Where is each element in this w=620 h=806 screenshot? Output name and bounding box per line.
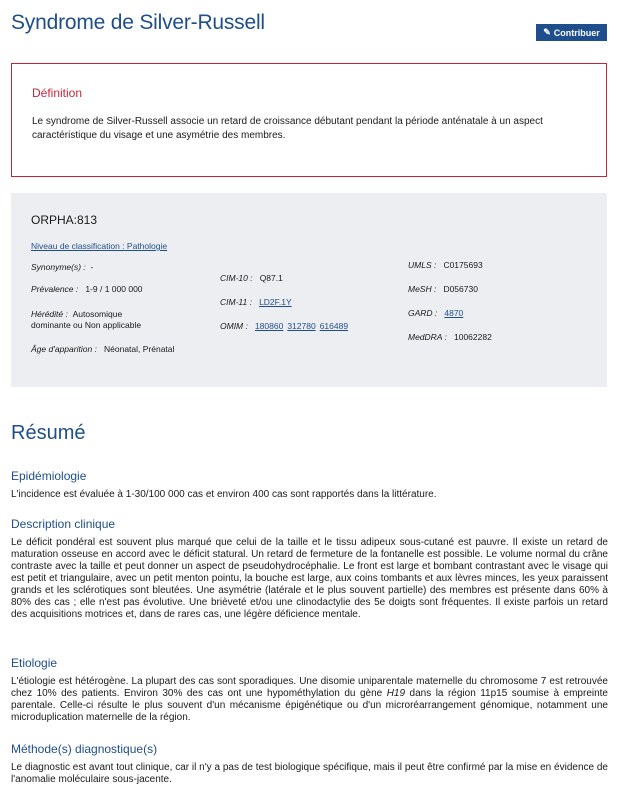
gard-label: GARD :: [408, 308, 438, 318]
etiologie-section: [11, 656, 608, 724]
heredite-value-2: dominante ou Non applicable: [31, 320, 142, 330]
epidemiologie-section: [11, 469, 608, 501]
methode-text: Le diagnostic est avant tout clinique, car il n'y a pas de test biologique spécifique, mais il peut être confirmé par la mise en évidence de l'anomalie moléculaire sous-jacente.: [11, 762, 608, 785]
mesh-label: MeSH :: [408, 284, 437, 294]
omim-label: OMIM :: [220, 321, 248, 331]
epidemiologie-text: L'incidence est évaluée à 1-30/100 000 cas et environ 400 cas sont rapportés dans la littérature.: [11, 489, 437, 500]
gard-field: [408, 308, 467, 319]
etiologie-text: [11, 676, 608, 724]
gene-name: H19: [386, 688, 406, 699]
mesh-value: D056730: [443, 284, 478, 294]
resume-title: Résumé: [11, 422, 86, 444]
definition-text: Le syndrome de Silver-Russell associe un retard de croissance débutant pendant la période anténatale à un aspect caractéristique du visage et une asymétrie des membres.: [32, 116, 543, 141]
meddra-field: [408, 332, 492, 343]
etiologie-title: Etiologie: [11, 656, 58, 670]
meddra-label: MedDRA :: [408, 332, 447, 342]
info-box: [11, 193, 607, 387]
prevalence-label: Prévalence :: [31, 284, 79, 294]
cim11-field: [220, 297, 296, 308]
cim11-link[interactable]: LD2F.1Y: [259, 297, 292, 307]
umls-field: [408, 260, 483, 271]
omim-field: [220, 321, 352, 332]
description-text: Le déficit pondéral est souvent plus marqué que celui de la taille et le tissu adipeux sous-cutané est pauvre. Il existe un retard de maturation osseuse en accord avec le déficit statural. Un retard de fermeture de la fontanelle est possible. Le volume normal du crâne contraste avec la taille et peut donner un aspect de pseudohydrocéphalie. Le front est large et bombant contrastant avec le visage qui est petit et triangulaire, avec un petit menton pointu, la bouche est large, aux coins tombants et aux lèvres minces, les yeux paraissent grands et les sclérotiques sont bleutées. Une asymétrie (latérale et le plus souvent partielle) des membres est présente dans 60% à 80% des cas ; elle n'est pas évolutive. Une brièveté et/ou une clinodactylie des 5e doigts sont fréquentes. Il existe parfois un retard des acquisitions motrices et, dans de rares cas, une légère déficience mentale.: [11, 537, 608, 620]
heredite-label: Hérédité :: [31, 309, 68, 319]
cim10-value: Q87.1: [259, 273, 283, 283]
classification-link[interactable]: Niveau de classification : Pathologie: [31, 241, 168, 251]
heredite-value: Autosomique: [72, 309, 123, 319]
methode-section: [11, 742, 608, 786]
page-title: Syndrome de Silver-Russell: [11, 11, 265, 34]
heredite-field: [31, 309, 141, 331]
cim11-label: CIM-11 :: [220, 297, 252, 307]
cim10-field: [220, 273, 283, 284]
meddra-value: 10062282: [453, 332, 492, 342]
epidemiologie-title: Epidémiologie: [11, 469, 87, 483]
methode-title: Méthode(s) diagnostique(s): [11, 742, 158, 756]
prevalence-value: 1-9 / 1 000 000: [85, 284, 143, 294]
age-field: [31, 344, 174, 355]
age-value: Néonatal, Prénatal: [104, 344, 175, 354]
pencil-icon: ✎: [543, 27, 551, 37]
gard-link[interactable]: 4870: [444, 308, 464, 318]
definition-title: Définition: [32, 86, 83, 100]
contribute-label: Contribuer: [553, 27, 600, 38]
omim-link[interactable]: 180860: [254, 321, 284, 331]
definition-box: [11, 63, 607, 177]
umls-label: UMLS :: [408, 260, 437, 270]
synonymes-label: Synonyme(s) :: [31, 262, 86, 272]
cim10-label: CIM-10 :: [220, 273, 253, 283]
description-section: [11, 517, 608, 621]
description-title: Description clinique: [11, 517, 116, 531]
prevalence-field: [31, 284, 143, 295]
etiologie-text-part: dans la région 11p15 soumise à empreinte parentale. Celle-ci résulte le plus souvent d'un mécanisme épigénétique ou d'un microréarrangement génomique, notamment une microduplication maternelle de la région.: [11, 688, 608, 723]
synonymes-value: -: [90, 262, 94, 272]
omim-link[interactable]: 312780: [287, 321, 316, 331]
umls-value: C0175693: [443, 260, 483, 270]
synonymes-field: [31, 262, 93, 273]
mesh-field: [408, 284, 478, 295]
omim-link[interactable]: 616489: [319, 321, 349, 331]
etiologie-text-part: L'étiologie est hétérogène. La plupart des cas sont sporadiques. Une disomie uniparentale maternelle du chromosome 7 est retrouvée chez 10% des patients. Environ 30% des cas ont une hypométhylation du gène: [11, 676, 608, 699]
orpha-code: ORPHA:813: [31, 213, 98, 227]
contribute-button[interactable]: [536, 24, 607, 41]
age-label: Âge d'apparition :: [31, 344, 97, 354]
